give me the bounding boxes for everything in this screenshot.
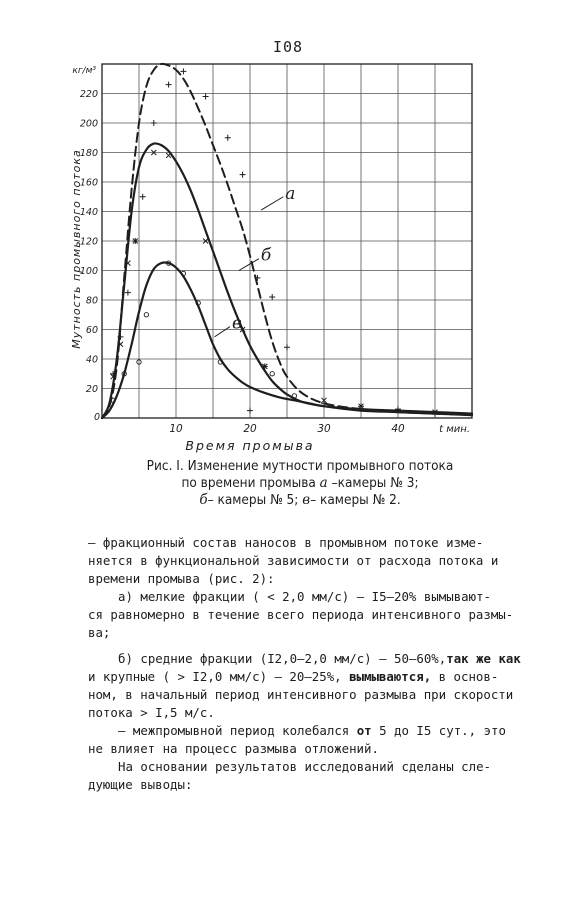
paragraph-4-line: не влияет на процесс размыва отложений. [88,741,379,756]
data-point-marker [125,290,131,296]
series-label: а [285,183,296,204]
x-tick-label: 40 [391,423,405,435]
data-point-marker [270,372,274,376]
paragraph-3-line: потока > I,5 м/с. [88,705,215,720]
caption-line-3 [60,492,540,509]
caption-letter-a: а [319,475,328,491]
caption-text: – камеры № 5; [207,492,303,508]
text-run: в основ- [431,669,499,684]
paragraph-2-line: а) мелкие фракции ( < 2,0 мм/с) – I5–20% вымывают- [118,589,491,604]
data-point-marker [284,344,290,350]
data-point-marker [240,172,246,178]
paragraph-2-line: ся равномерно в течение всего периода интенсивного размы- [88,607,514,622]
series-label-leader [214,327,230,337]
data-point-marker [203,93,209,99]
text-run: 5 до I5 сут., это [371,723,506,738]
text-run: б) средние фракции (I2,0–2,0 мм/с) – 50–60%, [118,651,447,666]
text-run-bold: вымываются, [349,669,432,684]
data-point-marker [180,68,186,74]
paragraph-3-line [88,668,508,686]
text-run: и крупные ( > I2,0 мм/с) – 20–25%, [88,669,350,684]
data-point-marker [151,120,157,126]
data-point-marker [225,135,231,141]
data-point-marker [144,313,148,317]
series-label-leader [239,259,259,271]
x-unit-label: t мин. [439,424,470,435]
paragraph-1-line: времени промыва (рис. 2): [88,571,275,586]
data-point-marker [166,153,171,158]
data-point-marker [269,294,275,300]
x-tick-label: 20 [243,423,257,435]
paragraph-2-line: ва; [88,625,111,640]
caption-letter-b: б [199,492,208,508]
x-tick-label: 10 [169,423,183,435]
data-point-marker [166,82,172,88]
y-tick-label: 220 [79,89,98,100]
paragraph-1-line: – фракционный состав наносов в промывном потоке изме- [88,535,484,550]
paragraph-1-line: няется в функциональной зависимости от расхода потока и [88,553,499,568]
y-tick-label: 60 [85,325,98,336]
y-tick-label: 200 [79,118,98,130]
y-axis-label: Мутность промывного потока [70,149,83,349]
paragraph-5-line: дующие выводы: [88,777,193,792]
text-run-bold: так же как [446,651,521,666]
data-point-marker [140,194,146,200]
y-tick-label: 20 [85,384,98,395]
y-tick-label: 80 [85,295,98,307]
y-tick-label: 180 [79,148,98,159]
paragraph-4-line [88,722,508,740]
figure-caption [60,458,540,509]
y-unit-label: кг/м³ [72,66,96,76]
x-axis-label: Время промыва [185,438,315,453]
data-point-marker [247,408,253,414]
y-tick-label: 160 [79,177,98,189]
y-tick-label: 100 [79,266,98,277]
series-label: в [232,313,242,334]
paragraph-5-line: На основании результатов исследований сделаны сле- [118,759,491,774]
paragraph-3-line: ном, в начальный период интенсивного размыва при скорости [88,687,514,702]
caption-text: – камеры № 2. [310,492,401,508]
page-number: I08 [272,38,304,56]
caption-line-2 [60,475,540,492]
caption-text: –камеры № 3; [327,475,419,491]
paragraph-3-line [88,650,521,668]
origin-label: 0 [93,412,100,423]
text-run: – межпромывной период колебался [118,723,357,738]
caption-letter-v: в [302,492,311,508]
y-tick-label: 120 [79,236,98,248]
series-label: б [260,245,272,266]
series-label-leader [261,197,283,210]
y-tick-label: 40 [85,354,98,366]
body-text [88,534,521,794]
text-run-bold: от [356,723,372,738]
y-tick-label: 140 [79,207,98,218]
caption-line-1: Рис. I. Изменение мутности промывного потока [146,458,454,474]
caption-text: по времени промыва [181,475,320,491]
x-tick-label: 30 [317,423,331,435]
